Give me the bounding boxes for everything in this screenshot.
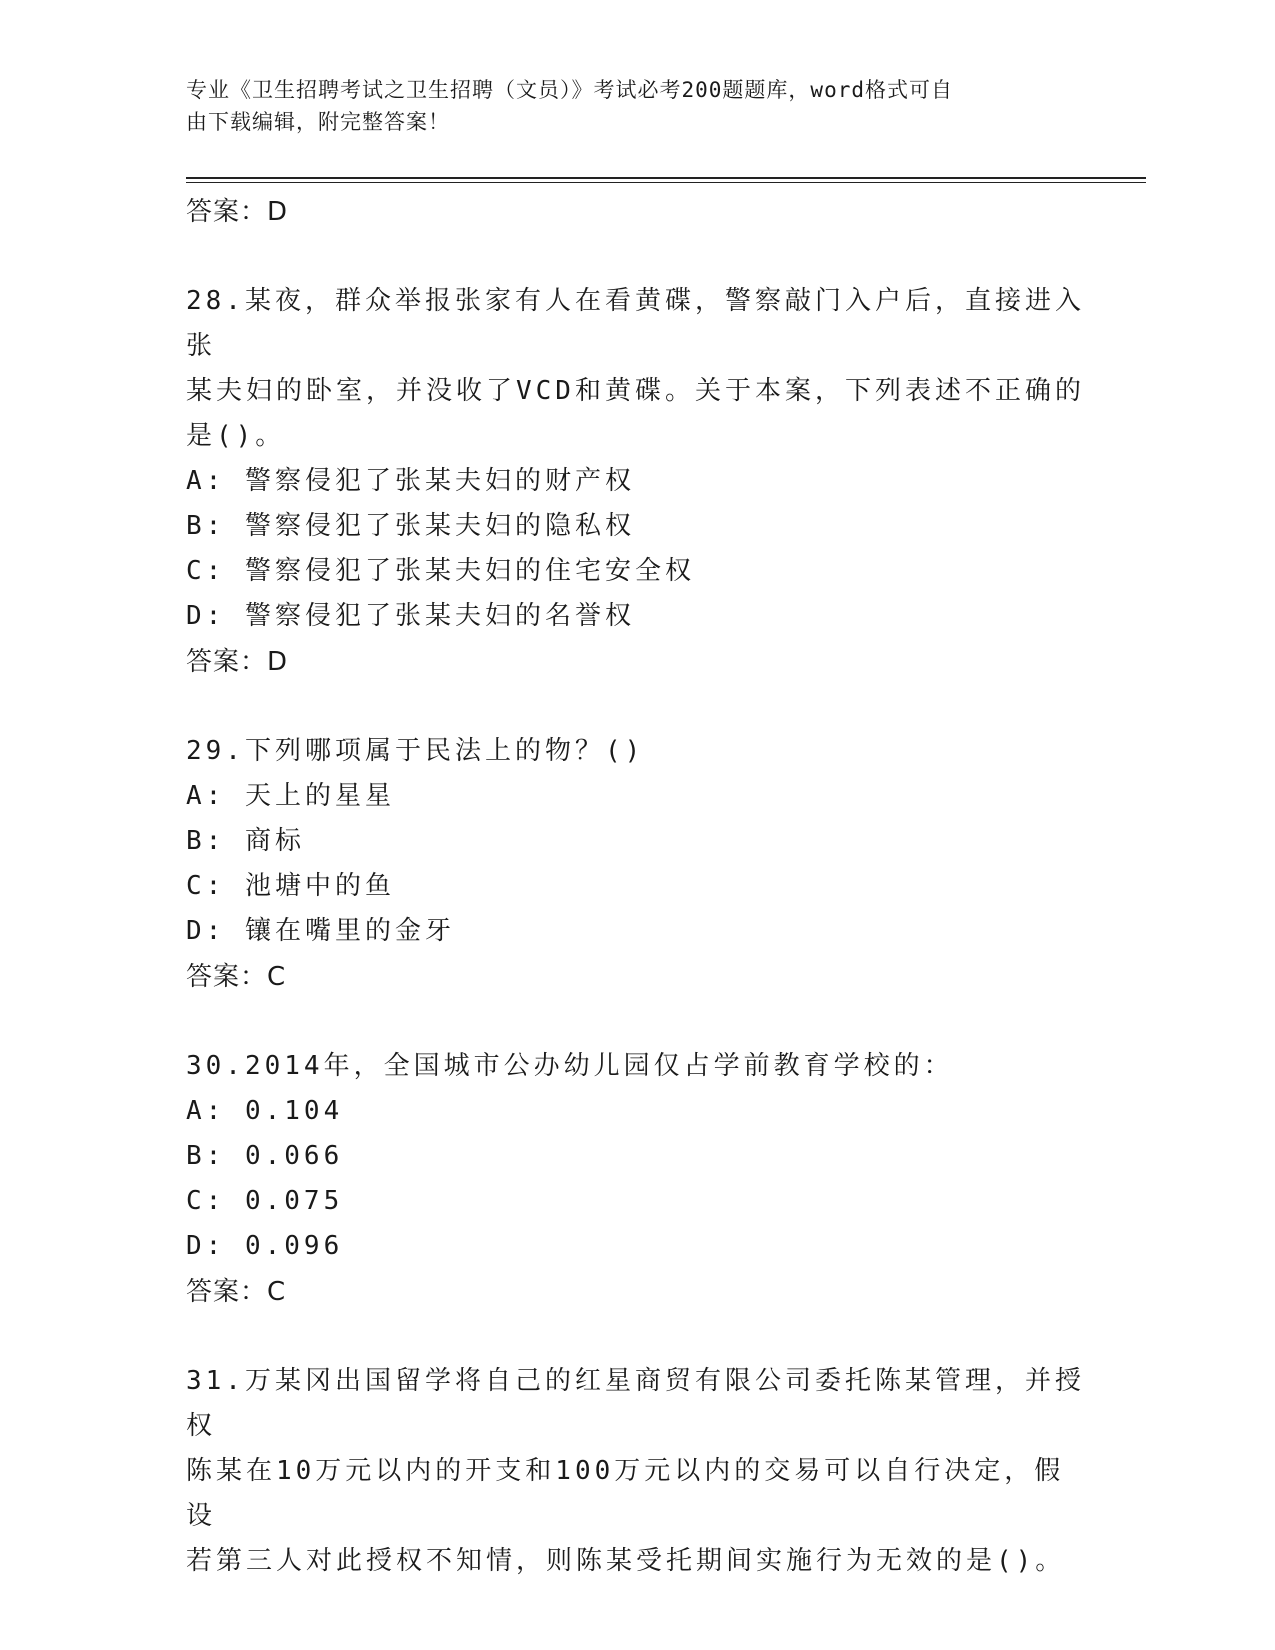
option-d: D: 0.096 [186, 1231, 344, 1261]
header-line-1: 专业《卫生招聘考试之卫生招聘（文员）》考试必考200题题库，word格式可自 [186, 78, 953, 102]
document-body [186, 189, 1086, 1584]
previous-answer: 答案：D [186, 197, 289, 227]
question-29 [186, 729, 1086, 1000]
question-30 [186, 1044, 1086, 1315]
option-c: C: 0.075 [186, 1186, 344, 1216]
option-a: A: 天上的星星 [186, 781, 395, 811]
stem-line: 29.下列哪项属于民法上的物？() [186, 736, 645, 766]
option-b: B: 商标 [186, 826, 305, 856]
question-stem [186, 1044, 1086, 1089]
option-c: C: 池塘中的鱼 [186, 871, 395, 901]
header-divider-thick [186, 177, 1146, 179]
stem-line: 30.2014年，全国城市公办幼儿园仅占学前教育学校的： [186, 1051, 954, 1081]
stem-line: 31.万某冈出国留学将自己的红星商贸有限公司委托陈某管理，并授权 [186, 1366, 1085, 1441]
stem-line: 陈某在10万元以内的开支和100万元以内的交易可以自行决定，假设 [186, 1456, 1065, 1531]
stem-line: 若第三人对此授权不知情，则陈某受托期间实施行为无效的是()。 [186, 1546, 1066, 1576]
question-28 [186, 279, 1086, 685]
option-b: B: 0.066 [186, 1141, 344, 1171]
option-a: A: 警察侵犯了张某夫妇的财产权 [186, 466, 635, 496]
stem-line: 某夫妇的卧室，并没收了VCD和黄碟。关于本案，下列表述不正确的 [186, 376, 1085, 406]
answer: 答案：D [186, 647, 289, 677]
option-d: D: 镶在嘴里的金牙 [186, 916, 455, 946]
question-stem [186, 279, 1086, 459]
document-header [186, 74, 1066, 138]
question-stem [186, 729, 1086, 774]
stem-line: 是()。 [186, 421, 286, 451]
header-line-2: 由下载编辑，附完整答案！ [186, 110, 450, 134]
option-a: A: 0.104 [186, 1096, 344, 1126]
stem-line: 28.某夜，群众举报张家有人在看黄碟，警察敲门入户后，直接进入张 [186, 286, 1085, 361]
answer: 答案：C [186, 1277, 287, 1307]
option-c: C: 警察侵犯了张某夫妇的住宅安全权 [186, 556, 695, 586]
option-b: B: 警察侵犯了张某夫妇的隐私权 [186, 511, 635, 541]
question-stem [186, 1359, 1086, 1584]
question-31 [186, 1359, 1086, 1584]
option-d: D: 警察侵犯了张某夫妇的名誉权 [186, 601, 635, 631]
answer: 答案：C [186, 962, 287, 992]
header-divider-thin [186, 182, 1146, 183]
